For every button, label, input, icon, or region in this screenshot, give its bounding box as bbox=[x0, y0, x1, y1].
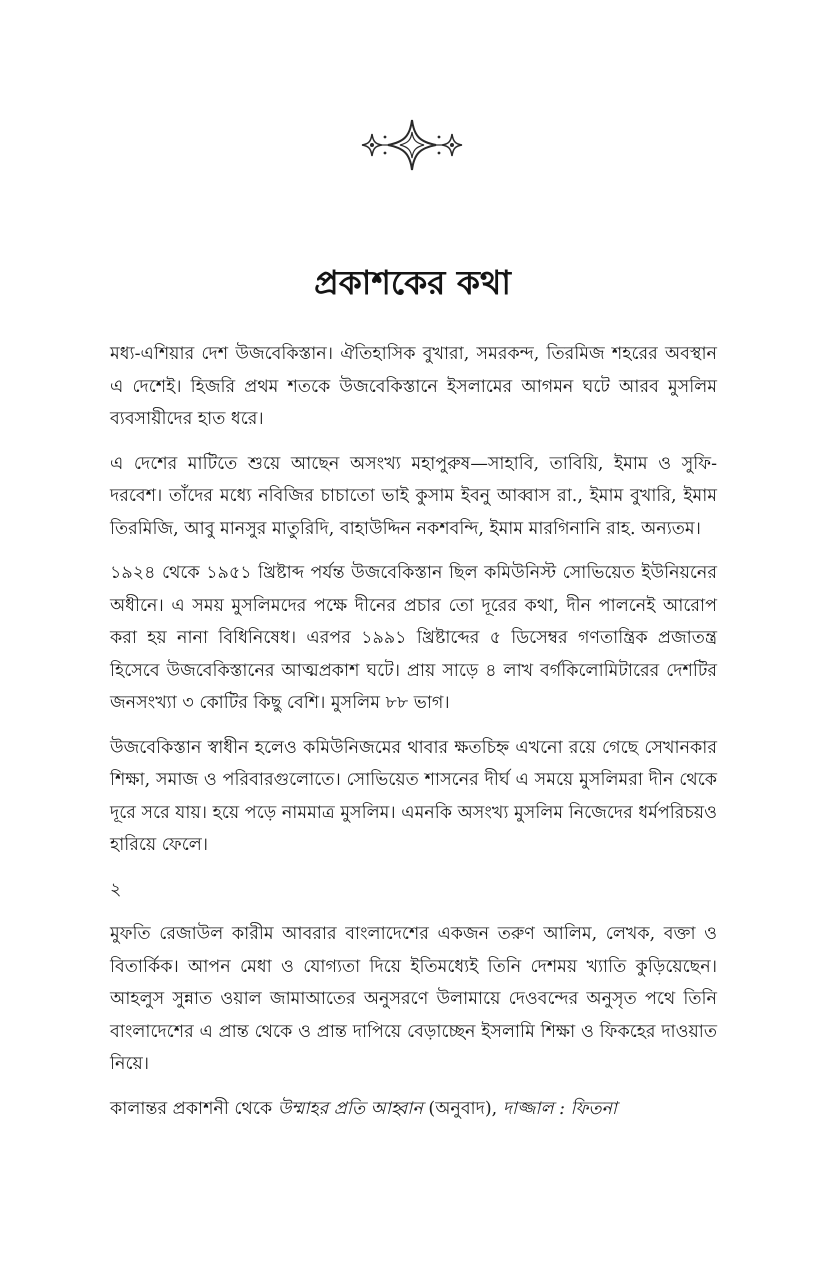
paragraph-last bbox=[110, 1093, 717, 1126]
paragraph: মুফতি রেজাউল কারীম আবরার বাংলাদেশের একজন তরুণ আলিম, লেখক, বক্তা ও বিতার্কিক। আপন মেধা ও যোগ্যতা দিয়ে ইতিমধ্যেই তিনি দেশময় খ্যাতি কুড়িয়েছেন। আহলুস সুন্নাত ওয়াল জামাআতের অনুসরণে উলামায়ে দেওবন্দের অনুসৃত পথে তিনি বাংলাদেশের এ প্রান্ত থেকে ও প্রান্ত দাপিয়ে বেড়াচ্ছেন ইসলামি শিক্ষা ও ফিকহের দাওয়াত নিয়ে। bbox=[110, 924, 717, 1074]
paragraph-middle: (অনুবাদ), bbox=[422, 1098, 503, 1119]
paragraph-lead: কালান্তর প্রকাশনী থেকে bbox=[110, 1098, 278, 1119]
paragraph: উজবেকিস্তান স্বাধীন হলেও কমিউনিজমের থাবার ক্ষতচিহ্ন এখনো রয়ে গেছে সেখানকার শিক্ষা, সমাজ ও পরিবারগুলোতে। সোভিয়েত শাসনের দীর্ঘ এ সময়ে মুসলিমরা দীন থেকে দূরে সরে যায়। হয়ে পড়ে নামমাত্র মুসলিম। এমনকি অসংখ্য মুসলিম নিজেদের ধর্মপরিচয়ও হারিয়ে ফেলে। bbox=[110, 737, 717, 855]
book-title: দাজ্জাল : ফিতনা bbox=[502, 1098, 617, 1119]
page-title: প্রকাশকের কথা bbox=[314, 263, 511, 302]
body-text bbox=[110, 338, 717, 1137]
paragraph: এ দেশের মাটিতে শুয়ে আছেন অসংখ্য মহাপুরুষ—সাহাবি, তাবিয়ি, ইমাম ও সুফি-দরবেশ। তাঁদের মধ্যে নবিজির চাচাতো ভাই কুসাম ইবনু আব্বাস রা., ইমাম বুখারি, ইমাম তিরমিজি, আবু মানসুর মাতুরিদি, বাহাউদ্দিন নকশবন্দি, ইমাম মারগিনানি রাহ. অন্যতম। bbox=[110, 453, 717, 539]
book-title: উম্মাহর প্রতি আহ্বান bbox=[277, 1098, 423, 1119]
paragraph: মধ্য-এশিয়ার দেশ উজবেকিস্তান। ঐতিহাসিক বুখারা, সমরকন্দ, তিরমিজ শহরের অবস্থান এ দেশেই। হিজরি প্রথম শতকে উজবেকিস্তানে ইসলামের আগমন ঘটে আরব মুসলিম ব্যবসায়ীদের হাত ধরে। bbox=[110, 344, 717, 429]
paragraph: ১৯২৪ থেকে ১৯৫১ খ্রিষ্টাব্দ পর্যন্ত উজবেকিস্তান ছিল কমিউনিস্ট সোভিয়েত ইউনিয়নের অধীনে। এ সময় মুসলিমদের পক্ষে দীনের প্রচার তো দূরের কথা, দীন পালনেই আরোপ করা হয় নানা বিধিনিষেধ। এরপর ১৯৯১ খ্রিষ্টাব্দের ৫ ডিসেম্বর গণতান্ত্রিক প্রজাতন্ত্র হিসেবে উজবেকিস্তানের আত্মপ্রকাশ ঘটে। প্রায় সাড়ে ৪ লাখ বর্গকিলোমিটারের দেশটির জনসংখ্যা ৩ কোটির কিছু বেশি। মুসলিম ৮৮ ভাগ। bbox=[110, 563, 717, 713]
section-number: ২ bbox=[110, 879, 122, 900]
diamond-star-ornament-icon bbox=[358, 118, 466, 172]
